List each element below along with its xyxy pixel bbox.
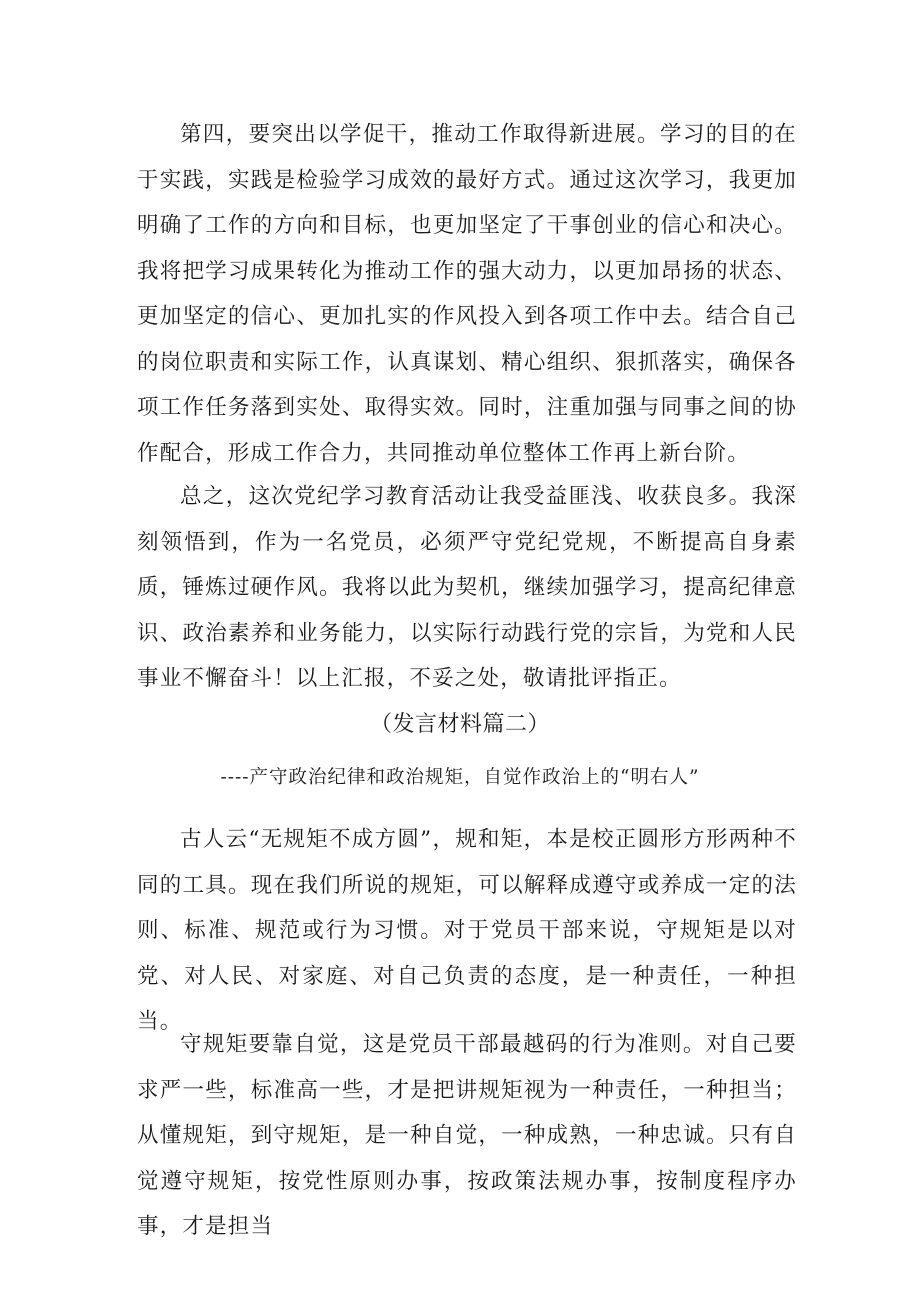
body-paragraph: 总之，这次党纪学习教育活动让我受益匪浅、收获良多。我深刻领悟到，作为一名党员，必须严守党纪党规，不断提高自身素质，锤炼过硬作风。我将以此为契机，继续加强学习，提高纪律意识、政治素养和业务能力，以实际行动践行党的宗旨，为党和人民事业不懈奋斗！以上汇报，不妥之处，敬请批评指正。: [137, 484, 797, 691]
body-paragraph: 第四，要突出以学促干，推动工作取得新进展。学习的目的在于实践，实践是检验学习成效的最好方式。通过这次学习，我更加明确了工作的方向和目标，也更加坚定了干事创业的信心和决心。我将把学习成果转化为推动工作的强大动力，以更加昂扬的状态、更加坚定的信心、更加扎实的作风投入到各项工作中去。结合自己的岗位职责和实际工作，认真谋划、精心组织、狠抓落实，确保各项工作任务落到实处、取得实效。同时，注重加强与同事之间的协作配合，形成工作合力，共同推动单位整体工作再上新台阶。: [137, 122, 797, 466]
section-title: （发言材料篇二）: [369, 712, 550, 737]
body-paragraph: 古人云“无规矩不成方圆”，规和矩，本是校正圆形方形两种不同的工具。现在我们所说的规矩，可以解释成遵守或养成一定的法则、标准、规范或行为习惯。对于党员干部来说，守规矩是以对党、对人民、对家庭、对自己负责的态度，是一种责任，一种担当。: [137, 827, 797, 1034]
section-subtitle: ----产守政治纪律和政治规矩，自觉作政治上的“明右人”: [220, 767, 700, 788]
body-paragraph: 守规矩要靠自觉，这是党员干部最越码的行为准则。对自己要求严一些，标准高一些，才是把讲规矩视为一种责任，一种担当；从懂规矩，到守规矩，是一种自觉，一种成熟，一种忠诚。只有自觉遵守规矩，按党性原则办事，按政策法规办事，按制度程序办事，才是担当: [137, 1032, 797, 1239]
